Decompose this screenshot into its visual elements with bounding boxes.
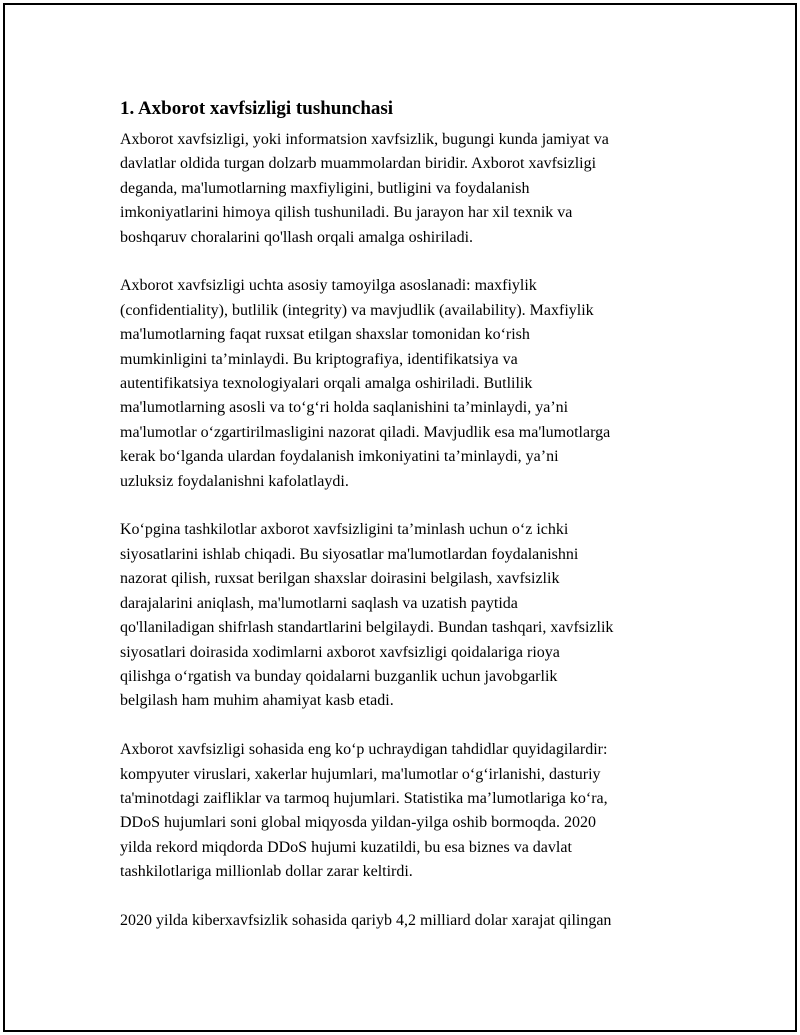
- paragraph-intro: [120, 128, 700, 250]
- text-line: belgilash ham muhim ahamiyat kasb etadi.: [120, 692, 394, 710]
- text-line: nazorat qilish, ruxsat berilgan shaxslar doirasini belgilash, xavfsizlik: [120, 570, 560, 588]
- paragraph-principles: [120, 274, 700, 494]
- document-body: [120, 96, 700, 958]
- section-heading: 1. Axborot xavfsizligi tushunchasi: [120, 98, 394, 119]
- text-line: siyosatlarini ishlab chiqadi. Bu siyosatlar ma'lumotlardan foydalanishni: [120, 545, 579, 563]
- text-line: Axborot xavfsizligi sohasida eng ko‘p uchraydigan tahdidlar quyidagilardir:: [120, 741, 608, 759]
- text-line: siyosatlari doirasida xodimlarni axborot xavfsizligi qoidalariga rioya: [120, 643, 560, 661]
- text-line: imkoniyatlarini himoya qilish tushuniladi. Bu jarayon har xil texnik va: [120, 204, 573, 222]
- document-page: [3, 3, 797, 1032]
- text-line: ta'minotdagi zaifliklar va tarmoq hujumlari. Statistika ma’lumotlariga ko‘ra,: [120, 789, 608, 807]
- text-line: Axborot xavfsizligi, yoki informatsion xavfsizlik, bugungi kunda jamiyat va: [120, 131, 609, 148]
- text-line: uzluksiz foydalanishni kafolatlaydi.: [120, 472, 349, 490]
- text-line: ma'lumotlarning asosli va to‘g‘ri holda saqlanishini ta’minlaydi, ya’ni: [120, 399, 569, 417]
- text-line: boshqaruv choralarini qo'llash orqali amalga oshiriladi.: [120, 228, 474, 246]
- text-line: ma'lumotlarning faqat ruxsat etilgan shaxslar tomonidan ko‘rish: [120, 326, 530, 344]
- text-line: yilda rekord miqdorda DDoS hujumi kuzatildi, bu esa biznes va davlat: [120, 838, 572, 856]
- text-line: kompyuter viruslari, xakerlar hujumlari, ma'lumotlar o‘g‘irlanishi, dasturiy: [120, 765, 601, 783]
- text-line: qo'llaniladigan shifrlash standartlarini belgilaydi. Bundan tashqari, xavfsizlik: [120, 619, 614, 637]
- text-line: Axborot xavfsizligi uchta asosiy tamoyilga asoslanadi: maxfiylik: [120, 277, 537, 295]
- text-line: ma'lumotlar o‘zgartirilmasligini nazorat qiladi. Mavjudlik esa ma'lumotlarga: [120, 423, 611, 441]
- text-line: 2020 yilda kiberxavfsizlik sohasida qariyb 4,2 milliard dolar xarajat qilingan: [120, 911, 612, 929]
- text-line: davlatlar oldida turgan dolzarb muammolardan biridir. Axborot xavfsizligi: [120, 155, 597, 173]
- text-line: autentifikatsiya texnologiyalari orqali amalga oshiriladi. Butlilik: [120, 375, 533, 393]
- text-line: kerak bo‘lganda ulardan foydalanish imkoniyatini ta’minlaydi, ya’ni: [120, 448, 559, 466]
- text-line: Ko‘pgina tashkilotlar axborot xavfsizligini ta’minlash uchun o‘z ichki: [120, 521, 569, 539]
- text-line: qilishga o‘rgatish va bunday qoidalarni buzganlik uchun javobgarlik: [120, 667, 558, 685]
- paragraph-threats: [120, 738, 700, 884]
- text-line: deganda, ma'lumotlarning maxfiyligini, butligini va foydalanish: [120, 179, 530, 197]
- text-line: (confidentiality), butlilik (integrity) va mavjudlik (availability). Maxfiylik: [120, 301, 594, 319]
- paragraph-spending: [120, 909, 700, 933]
- paragraph-policies: [120, 518, 700, 713]
- text-line: mumkinligini ta’minlaydi. Bu kriptografiya, identifikatsiya va: [120, 350, 518, 368]
- text-line: tashkilotlariga millionlab dollar zarar keltirdi.: [120, 863, 413, 881]
- text-line: darajalarini aniqlash, ma'lumotlarni saqlash va uzatish paytida: [120, 594, 518, 612]
- text-line: DDoS hujumlari soni global miqyosda yildan-yilga oshib bormoqda. 2020: [120, 814, 596, 832]
